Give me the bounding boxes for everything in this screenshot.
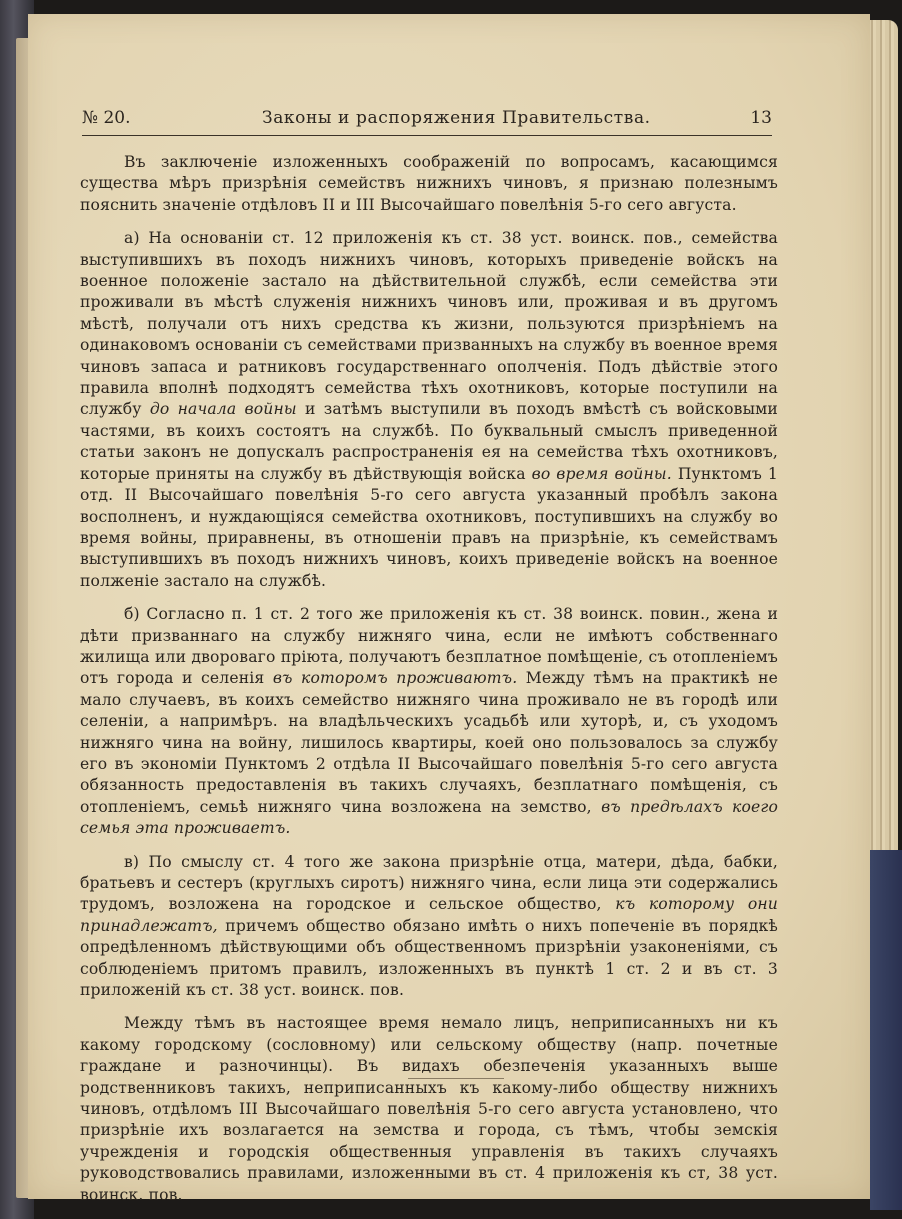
italic-run: во время войны. [531, 464, 672, 483]
text-run: Въ заключеніе изложенныхъ соображеній по вопросамъ, касающимся существа мѣръ призрѣнія семействъ нижнихъ чиновъ, я признаю полезнымъ пояснить значеніе отдѣловъ II и III Высочайшаго повелѣнія 5-го сего августа. [80, 153, 778, 214]
text-run: Между тѣмъ на практикѣ не мало случаевъ, въ коихъ семейство нижняго чина проживало не въ городѣ или селеніи, а напримѣръ. на владѣльческихъ усадьбѣ или хуторѣ, и, съ уходомъ нижняго чина на войну, лишилось квартиры, коей оно пользовалось за службу его въ экономіи Пунктомъ 2 отдѣла II Высочайшаго повелѣнія 5-го сего августа обязанность предоставленія въ такихъ случаяхъ, безплатнаго помѣщенія, съ отопленіемъ, семьѣ нижняго чина возложена на земство, [80, 669, 778, 816]
text-run: Между тѣмъ въ настоящее время немало лицъ, неприписанныхъ ни къ какому городскому (сословному) или сельскому обществу (напр. почетные граждане и разночинцы). Въ видахъ обезпеченія указанныхъ выше родственниковъ такихъ, неприписанныхъ къ какому-либо обществу нижнихъ чиновъ, отдѣломъ III Высочайшаго повелѣнія 5-го сего августа установлено, что призрѣніе ихъ возлагается на земства и города, съ тѣмъ, чтобы земскія учрежденія и городскія общественныя управленія въ такихъ случаяхъ руководствовались правилами, изложенными въ ст. 4 приложенія къ ст, 38 уст. воинск. пов. [80, 1014, 778, 1204]
text-run: а) На основаніи ст. 12 приложенія къ ст. 38 уст. воинск. пов., семейства выступившихъ въ походъ нижнихъ чиновъ, которыхъ приведеніе войскъ на военное положеніе застало на дѣйствительной службѣ, если семейства эти проживали въ мѣстѣ служенія нижнихъ чиновъ или, проживая и въ другомъ мѣстѣ, получали отъ нихъ средства къ жизни, пользуются призрѣніемъ на одинаковомъ основаніи съ семействами призванныхъ на службу въ военное время чиновъ запаса и ратниковъ государственнаго ополченія. Подъ дѣйствіе этого правила вполнѣ подходятъ семейства тѣхъ охотниковъ, которые поступили на службу [80, 229, 778, 419]
text-run: в) По смыслу ст. 4 того же закона призрѣніе отца, матери, дѣда, бабки, братьевъ и сестеръ (круглыхъ сиротъ) нижняго чина, если лица эти содержались трудомъ, возложена на городское и сельское общество, [80, 852, 778, 914]
text-run: и затѣмъ выступили въ походъ вмѣстѣ съ войсковыми частями, въ коихъ состоятъ на службѣ. По буквальный смыслъ приведенной статьи законъ не допускалъ распространенія ея на семейства тѣхъ охотниковъ, которые приняты на службу въ дѣйствующія войска [80, 400, 778, 483]
italic-run: до начала войны [149, 400, 297, 419]
text-run: б) Согласно п. 1 ст. 2 того же приложенія къ ст. 38 воинск. повин., жена и дѣти призваннаго на службу нижняго чина, если не имѣютъ собственнаго жилища или двороваго пріюта, получаютъ безплатное помѣщеніе, съ отопленіемъ отъ города и селенія [80, 605, 778, 688]
text-run: Пунктомъ 1 отд. II Высочайшаго повелѣнія 5-го сего августа указанный пробѣлъ закона восполненъ, и нуждающіяся семейства охотниковъ, поступившихъ на службу во время войны, приравнены, въ отношеніи правъ на призрѣніе, къ семействамъ выступившихъ въ походъ нижнихъ чиновъ, коихъ приведеніе войскъ на военное полженіе застало на службѣ. [80, 464, 779, 590]
paragraph-c [80, 852, 778, 1002]
running-header [82, 105, 772, 136]
italic-run: къ которому они принадлежатъ, [80, 895, 779, 935]
running-title: Законы и распоряжения Правительства. [262, 108, 651, 128]
italic-run: въ предѣлахъ коего семья эта проживаетъ. [80, 797, 778, 838]
italic-run: въ которомъ проживаютъ. [272, 669, 518, 688]
body-text [80, 152, 778, 1206]
paragraph-b [80, 604, 778, 839]
issue-number: № 20. [82, 108, 131, 128]
paragraph-final [80, 1013, 778, 1206]
text-run: причемъ общество обязано имѣть о нихъ попеченіе въ порядкѣ опредѣленномъ дѣйствующими объ общественномъ призрѣніи узаконеніями, съ соблюденіемъ притомъ правилъ, изложенныхъ въ пунктѣ 1 ст. 2 и въ ст. 3 приложеній къ ст. 38 уст. воинск. пов. [80, 916, 778, 1000]
paragraph-a [80, 228, 778, 592]
back-cover-edge [870, 850, 902, 1210]
end-rule [408, 1078, 504, 1079]
paragraph-intro [80, 152, 778, 216]
page-number: 13 [750, 108, 772, 128]
